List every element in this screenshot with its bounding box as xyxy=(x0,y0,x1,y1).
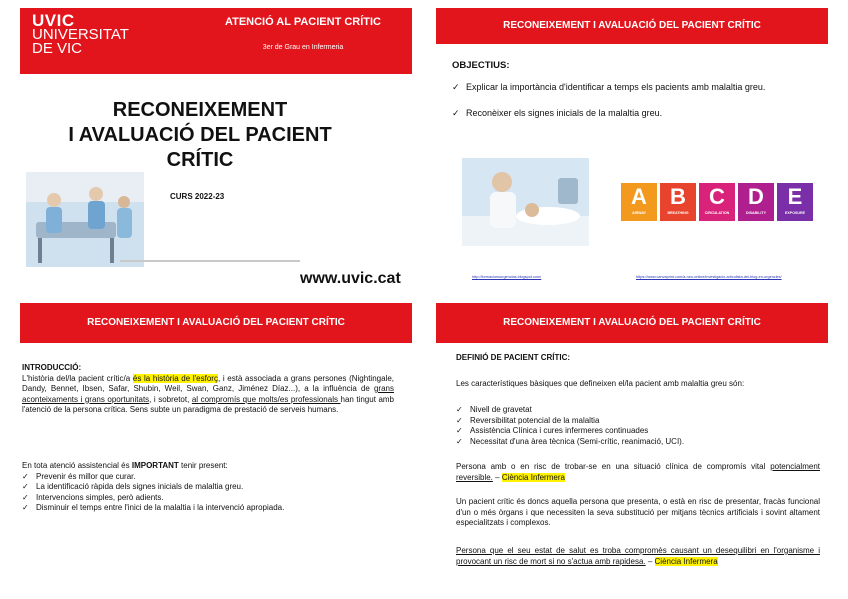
check-icon: ✓ xyxy=(456,426,463,435)
slide-header: RECONEIXEMENT I AVALUACIÓ DEL PACIENT CRÍTIC xyxy=(436,8,828,44)
objectives-list xyxy=(452,82,822,134)
list-item: ✓ Reversibilitat potencial de la malaltia xyxy=(456,415,600,425)
definition-lead: Les característiques bàsiques que defineixen el/la pacient amb malaltia greu són: xyxy=(456,379,745,388)
slide-definition xyxy=(436,303,828,593)
list-item: ✓ La identificació ràpida dels signes inicials de malaltia greu. xyxy=(22,482,244,491)
list-item: ✓ Assistència Clínica i cures infermeres continuades xyxy=(456,426,649,435)
check-icon: ✓ xyxy=(452,108,460,118)
list-item: ✓ Explicar la importància d'identificar a temps els pacients amb malaltia greu. xyxy=(452,82,766,92)
definition-heading: DEFINIÓ DE PACIENT CRÍTIC: xyxy=(456,353,571,362)
slide1-title: RECONEIXEMENT I AVALUACIÓ DEL PACIENT CRÍTIC xyxy=(68,99,332,171)
important-block xyxy=(22,461,394,514)
important-lead: En tota atenció assistencial és IMPORTANT tenir present: xyxy=(22,461,228,470)
hospital-photo-icon xyxy=(26,172,144,267)
list-item: ✓ Necessitat d'una àrea tècnica (Semi-crític, reanimació, UCI). xyxy=(456,436,685,446)
divider xyxy=(120,260,300,262)
uvic-logo: UVIC UNIVERSITAT DE VIC xyxy=(32,11,129,57)
check-icon: ✓ xyxy=(22,492,29,502)
list-item: ✓ Intervencions simples, però adients. xyxy=(22,492,164,502)
course-subject: ATENCIÓ AL PACIENT CRÍTIC xyxy=(224,16,382,28)
abcde-disability: D DISABILITY xyxy=(738,183,774,221)
check-icon: ✓ xyxy=(456,436,463,446)
slide-title xyxy=(20,8,412,293)
characteristics-list xyxy=(456,405,820,447)
abcde-graphic xyxy=(621,183,813,221)
list-item: ✓ Reconèixer els signes inicials de la malaltia greu. xyxy=(452,108,663,118)
slide-introduction xyxy=(20,303,412,593)
introduction-paragraph: L'història del/la pacient crític/a és la història de l'esforç, i està associada a grans persones (Nightingale, Dandy, Bennet, Ibsen, Safar, Shubin, Weil, Swan, Ganz, Jiménez Díaz...), a la influència de grans aconteixaments i grans oportunitats, i sobretot, al compromís que molts/es professionals han tingut amb l'atenció de la persona crítica. Sens subte un paradigma de prestació de serveis humans. xyxy=(22,373,395,414)
title-header-bar xyxy=(20,8,412,74)
website-url[interactable]: www.uvic.cat xyxy=(300,270,401,287)
abcde-circulation: C CIRCULATION xyxy=(699,183,735,221)
definition-paragraph-2: Un pacient crític és doncs aquella persona que presenta, o està en risc de presentar, fracàs funcional d'un o més òrgans i que necessiten la seva substitució per mitjans tècnics artificials i sovint altament especialitzats i complexos. xyxy=(456,497,820,527)
slide-header: RECONEIXEMENT I AVALUACIÓ DEL PACIENT CRÍTIC xyxy=(436,303,828,343)
definition-paragraph-3: Persona que el seu estat de salut es troba compromès causant un desequilibri en l'organisme i provocant un risc de mort si no s'actua amb rapidesa. – Ciència Infermera xyxy=(456,546,820,566)
abcde-exposure: E EXPOSURE xyxy=(777,183,813,221)
check-icon: ✓ xyxy=(456,415,463,425)
slide-header: RECONEIXEMENT I AVALUACIÓ DEL PACIENT CRÍTIC xyxy=(20,303,412,343)
introduction-block xyxy=(22,363,394,416)
list-item: ✓ Nivell de gravetat xyxy=(456,405,532,414)
patient-care-photo-icon xyxy=(462,158,589,246)
slide-objectives xyxy=(436,8,828,293)
abcde-breathing: B BREATHING xyxy=(660,183,696,221)
important-list xyxy=(22,472,394,514)
check-icon: ✓ xyxy=(22,482,29,491)
source-link-right[interactable]: https://www.canvaprint.com/a-neo-online/investigacio-articulista-del-blog-en-urgencies/ xyxy=(636,275,782,279)
introduction-heading: INTRODUCCIÓ: xyxy=(22,363,82,372)
check-icon: ✓ xyxy=(22,503,29,512)
abcde-airway: A AIRWAY xyxy=(621,183,657,221)
check-icon: ✓ xyxy=(452,82,460,92)
list-item: ✓ Prevenir és millor que curar. xyxy=(22,471,136,481)
check-icon: ✓ xyxy=(22,471,29,481)
check-icon: ✓ xyxy=(456,405,463,414)
source-link-left[interactable]: http://formacionsurgencias.blogspot.com/ xyxy=(472,275,542,279)
course-year: CURS 2022-23 xyxy=(170,192,225,201)
course-level: 3er de Grau en Infermeria xyxy=(262,44,344,51)
definition-paragraph-1: Persona amb o en risc de trobar-se en una situació clínica de compromís vital potencialment reversible. – Ciència Infermera xyxy=(456,462,820,482)
list-item: ✓ Disminuir el temps entre l'inici de la malaltia i la intervenció apropiada. xyxy=(22,503,285,512)
objectives-heading: OBJECTIUS: xyxy=(452,60,510,71)
